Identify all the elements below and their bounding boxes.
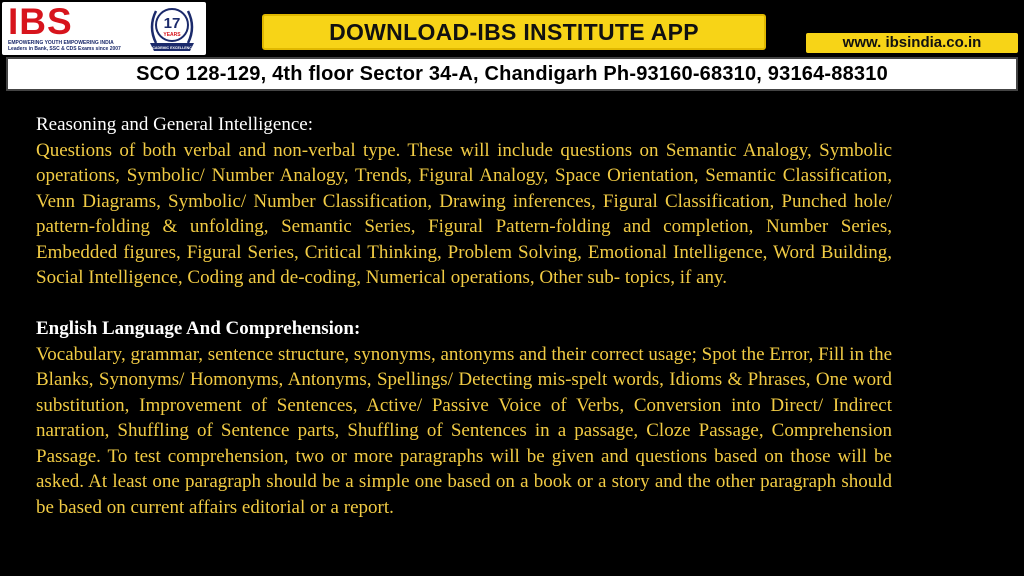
anniversary-seal-icon [142,5,202,53]
syllabus-content [36,112,892,520]
reasoning-body: Questions of both verbal and non-verbal type. These will include questions on Semantic Analogy, Symbolic operations, Symbolic/ Number Analogy, Trends, Figural Analogy, Space Orientation, Semantic Classification, Venn Diagrams, Symbolic/ Number Classification, Drawing inferences, Figural Classification, Punched hole/ pattern-folding & unfolding, Semantic Series, Figural Pattern-folding and completion, Number Series, Embedded figures, Figural Series, Critical Thinking, Problem Solving, Emotional Intelligence, Word Building, Social Intelligence, Coding and de-coding, Numerical operations, Other sub- topics, if any. [36,139,892,288]
website-link[interactable]: www. ibsindia.co.in [806,33,1018,53]
seal-ribbon: ACADEMIC EXCELLENCE [149,46,195,50]
header-banner [0,0,1024,95]
download-app-banner[interactable]: DOWNLOAD-IBS INSTITUTE APP [262,14,766,50]
logo-text: IBS [8,1,73,42]
seal-number: 17 [163,15,181,32]
logo-tagline [8,40,138,52]
seal-word: YEARS [163,32,181,38]
reasoning-heading: Reasoning and General Intelligence: [36,114,313,135]
address-bar: SCO 128-129, 4th floor Sector 34-A, Chandigarh Ph-93160-68310, 93164-88310 [6,57,1018,91]
english-body: Vocabulary, grammar, sentence structure, synonyms, antonyms and their correct usage; Spot the Error, Fill in the Blanks, Synonyms/ Homonyms, Antonyms, Spellings/ Detecting mis-spelt words, Idioms & Phrases, One word substitution, Improvement of Sentences, Active/ Passive Voice of Verbs, Conversion into Direct/ Indirect narration, Shuffling of Sentence parts, Shuffling of Sentences in a passage, Cloze Passage, Comprehension Passage. To test comprehension, two or more paragraphs will be given and questions based on those will be asked. At least one paragraph should be a simple one based on a book or a story and the other paragraph should be based on current affairs editorial or a report. [36,343,892,518]
logo-tagline-line-1: EMPOWERING YOUTH EMPOWERING INDIA [8,40,114,46]
section-spacer [36,291,892,317]
ibs-logo[interactable] [2,2,206,55]
english-heading: English Language And Comprehension: [36,318,361,339]
logo-tagline-line-2: Leaders in Bank, SSC & CDS Exams since 2007 [8,46,121,52]
